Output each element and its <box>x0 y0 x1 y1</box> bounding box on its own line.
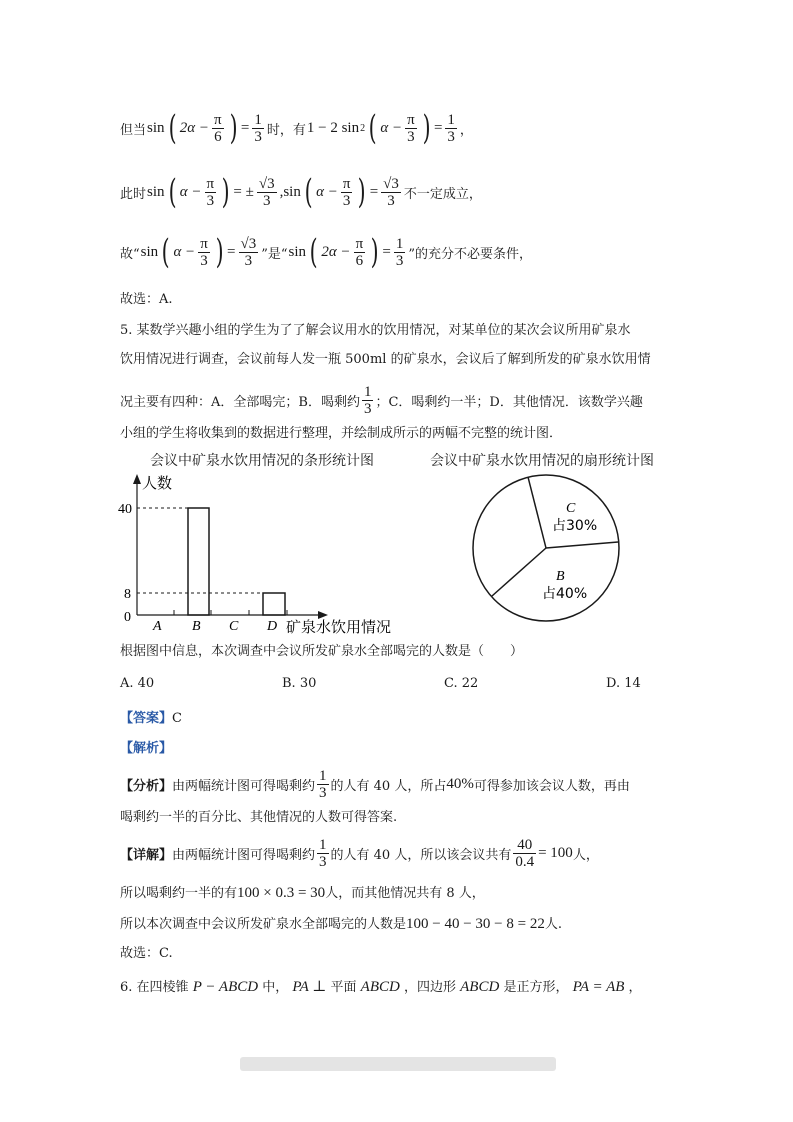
sin-func: sin <box>140 243 159 260</box>
answer-row <box>120 707 182 726</box>
text: 时，有 <box>266 122 306 138</box>
text: 可得参加该会议人数，再由 <box>473 778 630 794</box>
text: 此时 <box>120 186 147 202</box>
fenxi-line-1 <box>120 764 630 804</box>
fraction: $\frac{\pi}{3}$ <box>206 175 215 209</box>
text: 是正方形， <box>503 980 569 995</box>
pie-chart-title: 会议中矿泉水饮用情况的扇形统计图 <box>430 453 654 469</box>
text: ， <box>628 980 642 995</box>
text: 由两幅统计图可得喝剩约 <box>172 778 316 794</box>
fraction: $\frac{1}{3}$ <box>254 111 262 145</box>
answer-value: C <box>172 711 182 726</box>
text: 的人有 40 人，所占 <box>330 778 447 794</box>
q5-text-4: 小组的学生将收集到的数据进行整理，并绘制成所示的两幅不完整的统计图． <box>120 426 563 441</box>
fraction: $\frac{40}{0.4}$ <box>515 836 535 870</box>
x-label-D: D <box>267 619 278 634</box>
xiangjie-tag: 【详解】 <box>120 847 173 863</box>
paren: ) <box>370 232 379 272</box>
x-label-B: B <box>192 619 201 634</box>
x-axis-label: 矿泉水饮用情况 <box>286 618 392 636</box>
footer-watermark <box>240 1057 556 1071</box>
fraction: $\frac{√3}{3}$ <box>240 235 257 269</box>
text: 故“ <box>120 246 140 262</box>
x-label-A: A <box>153 619 162 634</box>
math-term: ABCD <box>360 979 400 995</box>
math-term: PA = AB <box>572 979 625 995</box>
paren: ( <box>304 172 313 212</box>
sin-func: ,sin <box>279 183 301 200</box>
fraction: $\frac{1}{3}$ <box>395 235 404 269</box>
paren: ( <box>309 232 318 272</box>
bar-D <box>263 593 285 615</box>
fraction: $\frac{1}{3}$ <box>319 767 327 801</box>
paren: ( <box>168 172 177 212</box>
y-tick-label: 40 <box>118 502 132 517</box>
text: 所以喝剩约一半的有 <box>120 886 238 901</box>
q6-line <box>120 976 642 996</box>
option-b: B. 30 <box>282 676 317 691</box>
text: 中， <box>262 980 289 995</box>
math-term: 1 − 2 sin <box>306 119 360 136</box>
fraction: $\frac{√3}{3}$ <box>258 175 275 209</box>
math-term: P − ABCD <box>192 979 259 995</box>
math-term: 40% <box>446 775 474 792</box>
option-c: C. 22 <box>444 676 479 691</box>
fraction: $\frac{1}{3}$ <box>363 383 372 417</box>
text: ， <box>459 122 473 138</box>
equals: = <box>382 243 391 260</box>
text: 由两幅统计图可得喝剩约 <box>172 847 316 863</box>
paren: ( <box>368 108 377 148</box>
math-term: ABCD <box>460 979 500 995</box>
text: 平面 <box>330 980 357 995</box>
text: ”是“ <box>261 246 288 262</box>
math-term: α − <box>179 183 202 200</box>
fraction: $\frac{1}{3}$ <box>447 111 455 145</box>
pie-radius <box>528 477 546 548</box>
pie-text-C: 占30% <box>552 518 598 534</box>
bar-B <box>188 508 209 615</box>
answer-line-1: 故选：A. <box>120 292 173 307</box>
formula-line-3 <box>120 232 532 272</box>
option-d: D. 14 <box>606 676 641 691</box>
math-term: 100 × 0.3 = 30 <box>237 885 326 901</box>
text: ，四边形 <box>403 980 456 995</box>
bar-chart <box>110 470 400 640</box>
bar-chart-title: 会议中矿泉水饮用情况的条形统计图 <box>150 453 374 469</box>
text: 人， <box>572 847 599 863</box>
q5-question: 根据图中信息，本次调查中会议所发矿泉水全部喝完的人数是（ ） <box>120 644 524 659</box>
text: 6. 在四棱锥 <box>120 980 189 995</box>
answer-tag: 【答案】 <box>120 711 173 726</box>
fraction: $\frac{\pi}{6}$ <box>214 111 222 145</box>
q5-text-3 <box>120 380 643 420</box>
equals: = <box>240 119 250 136</box>
pie-label-C: C <box>566 501 576 516</box>
paren: ) <box>358 172 367 212</box>
paren: ( <box>161 232 170 272</box>
text: 况主要有四种：A．全部喝完；B．喝剩约 <box>120 394 360 410</box>
pie-chart <box>470 472 630 632</box>
answer-line-2: 故选：C. <box>120 946 173 961</box>
q5-text-2: 饮用情况进行调查，会议前每人发一瓶 500ml 的矿泉水，会议后了解到所发的矿泉水饮用情 <box>120 352 651 367</box>
fenxi-tag: 【分析】 <box>120 778 173 794</box>
fraction: $\frac{\pi}{3}$ <box>407 111 415 145</box>
equals: = <box>227 243 236 260</box>
math-term: PA ⊥ <box>292 979 327 995</box>
pie-radius <box>492 548 546 596</box>
math-term: 2α − <box>179 119 210 136</box>
text: 不一定成立， <box>403 186 482 202</box>
sin-func: sin <box>147 183 165 200</box>
formula-line-2 <box>120 172 482 212</box>
math-term: α − <box>173 243 196 260</box>
fraction: $\frac{1}{3}$ <box>319 836 327 870</box>
paren: ) <box>221 172 230 212</box>
xiangjie-line-2 <box>120 882 485 902</box>
paren: ( <box>168 108 177 148</box>
text: ”的充分不必要条件， <box>408 246 533 262</box>
text: 但当 <box>120 122 147 138</box>
math-term: 2α − <box>321 243 351 260</box>
analysis-label: 【解析】 <box>120 741 173 756</box>
formula-line-1 <box>120 108 473 148</box>
q5-text-1: 5. 某数学兴趣小组的学生为了了解会议用水的饮用情况，对某单位的某次会议所用矿泉水 <box>120 323 631 338</box>
pie-text-B: 占40% <box>542 586 588 602</box>
sin-func: sin <box>147 119 165 136</box>
text: 人，而其他情况共有 8 人， <box>325 886 485 901</box>
sin-func: sin <box>288 243 307 260</box>
equals: = <box>369 183 379 200</box>
equals: = <box>433 119 443 136</box>
xiangjie-line-3 <box>120 913 562 933</box>
math-term: 100 − 40 − 30 − 8 = 22 <box>406 916 545 932</box>
math-term: α − <box>380 119 403 136</box>
text: 所以本次调查中会议所发矿泉水全部喝完的人数是 <box>120 917 407 932</box>
xiangjie-line-1 <box>120 833 599 873</box>
math-term: α − <box>316 183 338 200</box>
fraction: $\frac{\pi}{3}$ <box>342 175 351 209</box>
fenxi-line-2: 喝剩约一半的百分比、其他情况的人数可得答案. <box>120 810 398 825</box>
text: 的人有 40 人，所以该会议共有 <box>330 847 512 863</box>
exponent: 2 <box>360 122 366 134</box>
y-axis-label: 人数 <box>142 474 173 492</box>
paren: ) <box>215 232 224 272</box>
math-term: = 100 <box>538 844 573 861</box>
pie-radius <box>546 542 618 548</box>
text: 人. <box>544 917 562 932</box>
pie-label-B: B <box>556 569 565 584</box>
y-axis-arrow <box>133 474 141 484</box>
fraction: $\frac{\pi}{3}$ <box>200 235 208 269</box>
y-tick-label: 0 <box>124 610 131 625</box>
equals: = ± <box>233 183 254 200</box>
analysis-tag <box>120 737 172 756</box>
paren: ) <box>229 108 238 148</box>
fraction: $\frac{\pi}{6}$ <box>355 235 364 269</box>
option-a: A. 40 <box>120 676 155 691</box>
y-tick-label: 8 <box>124 587 131 602</box>
x-label-C: C <box>229 619 239 634</box>
fraction: $\frac{√3}{3}$ <box>383 175 399 209</box>
paren: ) <box>422 108 431 148</box>
text: ；C．喝剩约一半；D．其他情况．该数学兴趣 <box>375 394 643 410</box>
